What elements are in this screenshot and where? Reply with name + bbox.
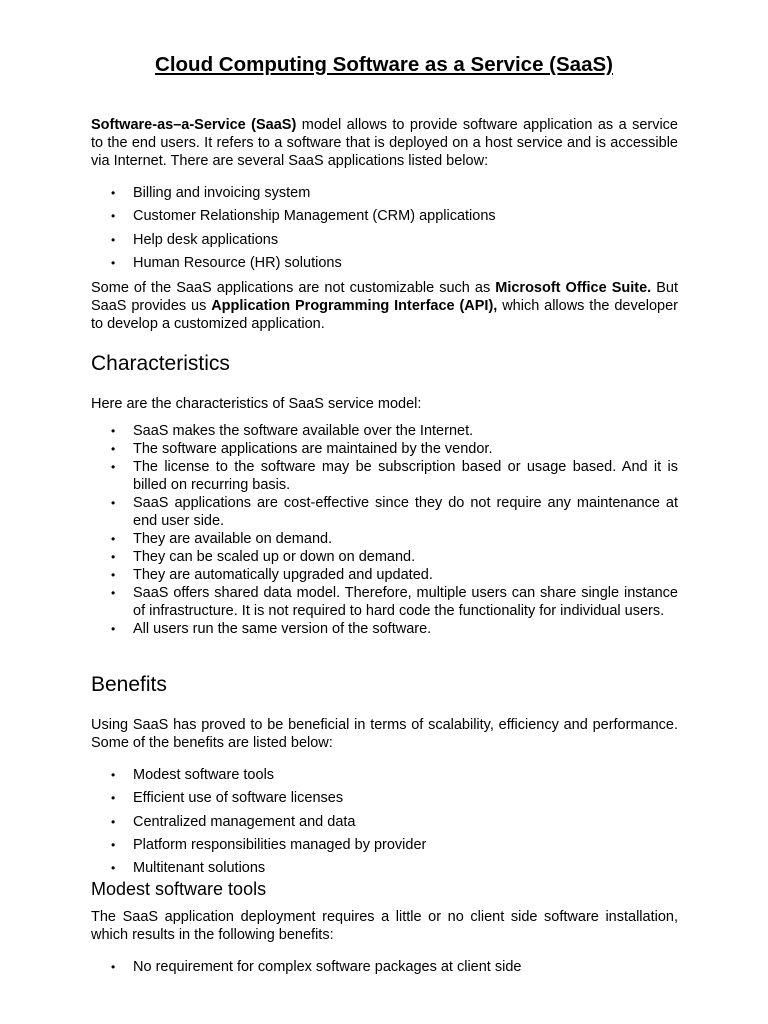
list-item-text: SaaS makes the software available over the Internet. [133,423,474,439]
intro-lead-bold: Software-as–a-Service (SaaS) [91,117,297,133]
bullet-icon: • [111,442,116,456]
bullet-icon: • [111,622,116,636]
list-item [91,859,678,877]
list-item-text: The license to the software may be subscription based or usage based. And it is billed on recurring basis. [133,459,678,493]
bullet-icon: • [111,814,116,829]
custom-text-3: which allows the developer to develop a customized application. [91,298,679,332]
list-item-text: The software applications are maintained by the vendor. [133,441,493,457]
list-item-text: They can be scaled up or down on demand. [133,549,416,565]
list-item [91,207,678,225]
benefits-heading: Benefits [91,673,167,696]
list-item-text: SaaS applications are cost-effective since they do not require any maintenance at end user side. [133,495,678,529]
list-item [91,458,678,494]
list-item [91,231,678,249]
list-item [91,566,678,584]
benefits-intro: Using SaaS has proved to be beneficial in terms of scalability, efficiency and performance. Some of the benefits are listed below: [91,717,678,751]
bullet-icon: • [111,209,116,224]
list-item-text: They are automatically upgraded and updated. [133,567,433,583]
bullet-icon: • [111,791,116,806]
custom-text-1: Some of the SaaS applications are not customizable such as [91,280,496,296]
bullet-icon: • [111,960,116,974]
characteristics-intro: Here are the characteristics of SaaS service model: [91,396,422,412]
list-item-text: Efficient use of software licenses [133,790,344,807]
list-item [91,584,678,620]
bullet-icon: • [111,424,116,438]
bullet-icon: • [111,255,116,270]
custom-bold-office: Microsoft Office Suite. [495,280,652,296]
bullet-icon: • [111,837,116,852]
saas-apps-list [91,184,678,277]
list-item-text: Customer Relationship Management (CRM) applications [133,208,496,225]
list-item [91,254,678,272]
bullet-icon: • [111,186,116,200]
list-item [91,494,678,530]
list-item [91,813,678,831]
characteristics-list [91,422,678,638]
intro-text: model allows to provide software application as a service to the end users. It refers to a software that is deployed on a host service and is accessible via Internet. There are several SaaS applications listed below: [91,117,678,169]
list-item-text: Centralized management and data [133,813,356,830]
list-item [91,440,678,458]
modest-tools-list [91,958,678,981]
modest-tools-intro: The SaaS application deployment requires a little or no client side software installation, which results in the following benefits: [91,909,678,943]
list-item-text: Human Resource (HR) solutions [133,254,342,271]
list-item-text: Platform responsibilities managed by provider [133,836,427,853]
bullet-icon: • [111,496,116,510]
list-item [91,766,678,784]
benefits-list [91,766,678,882]
bullet-icon: • [111,550,116,564]
bullet-icon: • [111,586,116,600]
list-item [91,184,678,202]
list-item [91,620,678,638]
list-item [91,548,678,566]
list-item-text: No requirement for complex software packages at client side [133,959,522,975]
list-item [91,530,678,548]
document-title: Cloud Computing Software as a Service (SaaS) [155,53,613,76]
customization-paragraph [91,279,678,333]
list-item-text: SaaS offers shared data model. Therefore, multiple users can share single instance of infrastructure. It is not required to hard code the functionality for individual users. [133,585,678,619]
list-item-text: All users run the same version of the software. [133,621,432,637]
list-item [91,836,678,854]
bullet-icon: • [111,460,116,474]
bullet-icon: • [111,861,116,876]
list-item-text: Billing and invoicing system [133,185,311,201]
custom-bold-api: Application Programming Interface (API), [211,298,498,314]
list-item-text: Modest software tools [133,767,275,783]
list-item [91,422,678,440]
list-item [91,789,678,807]
list-item-text: Multitenant solutions [133,860,266,877]
list-item-text: Help desk applications [133,231,279,248]
bullet-icon: • [111,768,116,782]
intro-paragraph [91,116,678,170]
bullet-icon: • [111,232,116,247]
custom-text-2: But SaaS provides us [91,280,678,314]
bullet-icon: • [111,568,116,582]
bullet-icon: • [111,532,116,546]
modest-tools-heading: Modest software tools [91,879,267,899]
list-item-text: They are available on demand. [133,531,333,547]
list-item [91,958,678,976]
characteristics-heading: Characteristics [91,352,230,375]
